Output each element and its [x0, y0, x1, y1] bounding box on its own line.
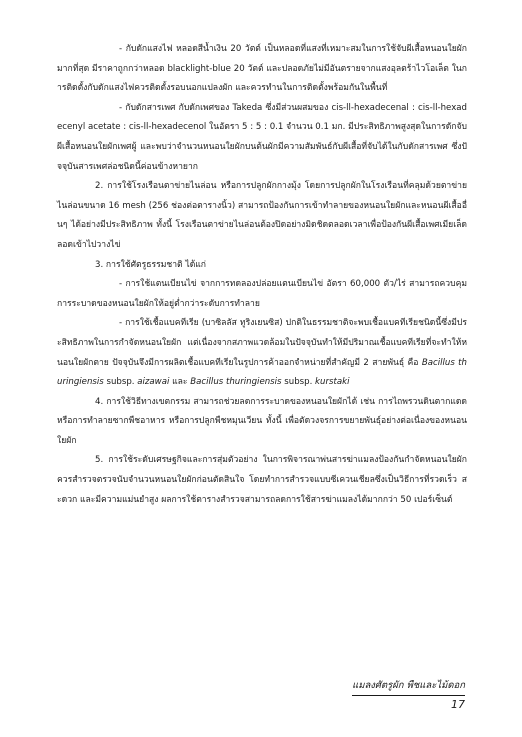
- paragraph-economic-threshold: 5. การใช้ระดับเศรษฐกิจและการสุ่มตัวอย่าง ในการพิจารณาพ่นสารฆ่าแมลงป้องกันกำจัดหนอนใยผัก ควรสำรวจตรวจนับจำนวนหนอนใยผักก่อนตัดสินใจ โดยทำการสำรวจแบบซีเควนเชียลซึ่งเป็นวิธีการที่รวดเร็ว สะดวก และมีความแม่นยำสูง ผลการใช้ตารางสำรวจสามารถลดการใช้สารฆ่าแมลงได้มากกว่า 50 เปอร์เซ็นต์: [57, 455, 467, 505]
- conjunction-and: และ: [172, 377, 188, 388]
- paragraph-bacteria: [57, 314, 467, 392]
- paragraph-light-trap: - กับดักแสงไฟ หลอดสีน้ำเงิน 20 วัตต์ เป็นหลอดที่แสงที่เหมาะสมในการใช้จับผีเสื้อหนอนใยผักมากที่สุด มีราคาถูกกว่าหลอด blacklight-blue 20 วัตต์ และปลอดภัยไม่มีอันตรายจากแสงอุลตร้าไวโอเล็ต ในการติดตั้งกับดักแสงไฟควรติดตั้งรอบนอกแปลงผัก และควรทำนในการติดตั้งพร้อมกันในพื้นที่: [57, 44, 467, 94]
- paragraph-egg-parasitoid: - การใช้แตนเบียนไข่ จากการทดลองปล่อยแตนเบียนไข่ อัตรา 60,000 ตัว/ไร่ สามารถควบคุมการระบาดของหนอนใยผักให้อยู่ต่ำกว่าระดับการทำลาย: [57, 279, 467, 309]
- paragraph-pheromone-trap: - กับดักสารเพศ กับดักเพศของ Takeda ซึ่งมีส่วนผสมของ cis-ll-hexadecenal : cis-ll-hexadecenyl acetate : cis-ll-hexadecenol ในอัตรา 5 : 5 : 0.1 จำนวน 0.1 มก. มีประสิทธิภาพสูงสุดในการดักจับผีเสื้อหนอนใยผักเพศผู้ และพบว่าจำนวนหนอนใยผักบนต้นผักมีความสัมพันธ์กับผีเสื้อที่จับได้ในกับดักสารเพศ ซึ่งปัจจุบันสารเพศล่อชนิดนี้ค่อนข้างหายาก: [57, 102, 467, 172]
- page-number: 17: [451, 698, 465, 711]
- subsp-label-1: subsp.: [106, 377, 135, 388]
- bacteria-text: - การใช้เชื้อแบคทีเรีย (บาซิลลัส ทูริงเยนซิส) ปกติในธรรมชาติจะพบเชื้อแบคทีเรียชนิดนี้ซึ่งมีประสิทธิภาพในการกำจัดหนอนใยผัก แต่เนื่องจากสภาพแวดล้อมในปัจจุบันทำให้มีปริมาณเชื้อแบคทีเรียที่จะทำให้หนอนใยผักตาย ปัจจุบันจึงมีการผลิตเชื้อแบคทีเรียในรูปการค้าออกจำหน่ายที่สำคัญมี 2 สายพันธุ์ คือ: [57, 318, 467, 368]
- species-name-2: Bacillus thuringiensis: [190, 377, 282, 388]
- species-name-1: Bacillus thuringiensis: [57, 357, 467, 388]
- footer-title: แมลงศัตรูผัก พืชและไม้ดอก: [352, 678, 465, 696]
- paragraph-cultural-control: 4. การใช้วิธีทางเขตกรรม สามารถช่วยลดการระบาดของหนอนใยผักได้ เช่น การไถพรวนดินตากแดด หรือการทำลายซากพืชอาหาร หรือการปลูกพืชหมุนเวียน ทั้งนี้ เพื่อตัดวงจรการขยายพันธุ์อย่างต่อเนื่องของหนอนใยผัก: [57, 396, 467, 446]
- paragraph-natural-enemies-heading: 3. การใช้ศัตรูธรรมชาติ ได้แก่: [95, 259, 207, 270]
- body-text: [57, 40, 467, 510]
- page-footer: [352, 678, 465, 712]
- paragraph-net-house: 2. การใช้โรงเรือนตาข่ายไนล่อน หรือการปลูกผักกางมุ้ง โดยการปลูกผักในโรงเรือนที่คลุมด้วยตาข่ายไนล่อนขนาด 16 mesh (256 ช่องต่อตารางนิ้ว) สามารถป้องกันการเข้าทำลายของหนอนใยผักและหนอนผีเสื้ออื่นๆ ได้อย่างมีประสิทธิภาพ ทั้งนี้ โรงเรือนตาข่ายไนล่อนต้องปิดอย่างมิดชิดตลอดเวลาเพื่อป้องกันผีเสื้อเพศเมียเล็ดลอดเข้าไปวางไข่: [57, 181, 467, 250]
- variety-name-2: kurstaki: [315, 377, 350, 388]
- variety-name-1: aizawai: [137, 377, 170, 388]
- subsp-label-2: subsp.: [284, 377, 313, 388]
